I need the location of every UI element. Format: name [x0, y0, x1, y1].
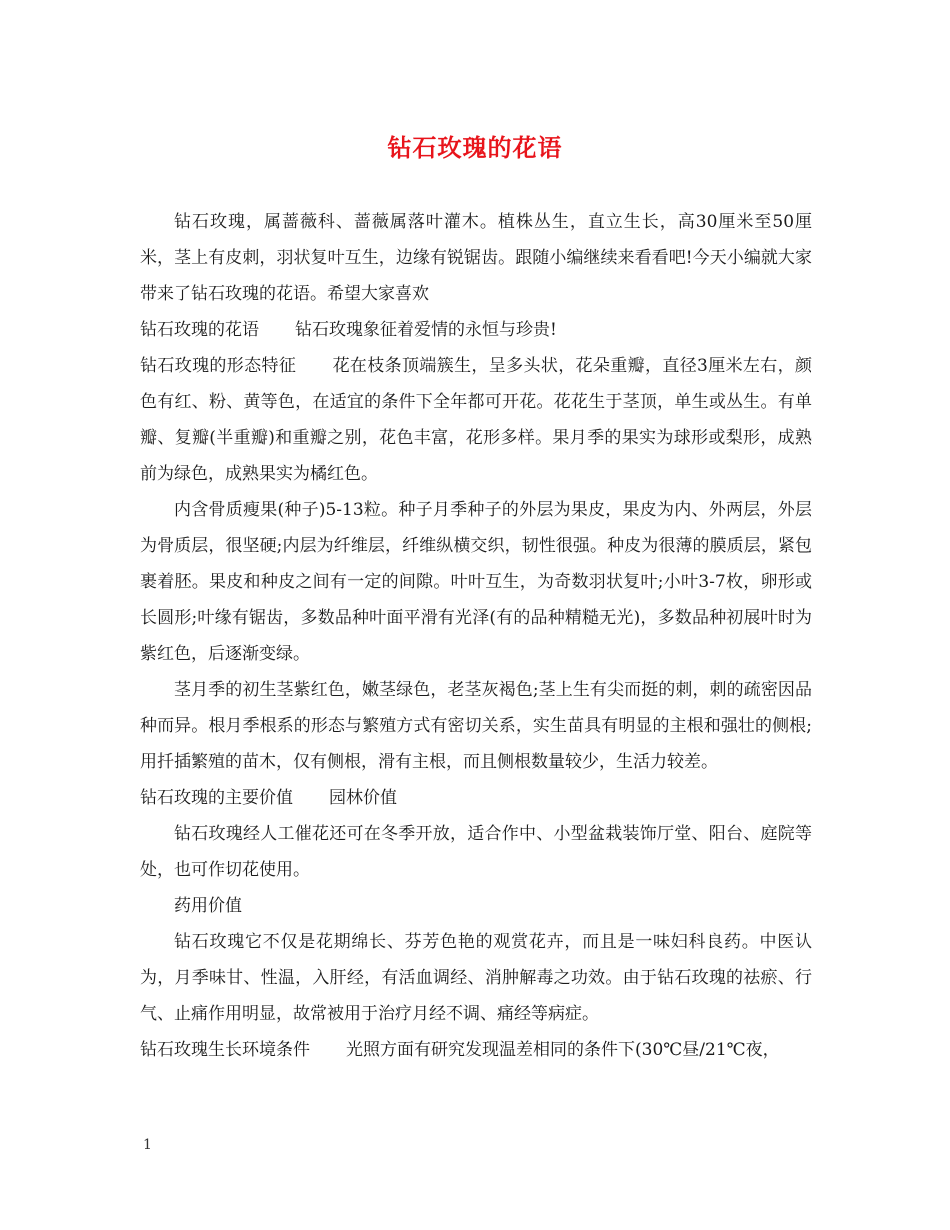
- morphology-paragraph: [140, 348, 812, 492]
- flower-language-text: 钻石玫瑰象征着爱情的永恒与珍贵!: [295, 320, 557, 340]
- morphology-text: 花在枝条顶端簇生，呈多头状，花朵重瓣，直径3厘米左右，颜色有红、粉、黄等色，在适宜的条件下全年都可开花。花花生于茎顶，单生或丛生。有单瓣、复瓣(半重瓣)和重瓣之别，花色丰富，花形多样。果月季的果实为球形或梨形，成熟前为绿色，成熟果实为橘红色。: [140, 356, 813, 484]
- medicine-paragraph: 钻石玫瑰它不仅是花期绵长、芬芳色艳的观赏花卉，而且是一味妇科良药。中医认为，月季味甘、性温，入肝经，有活血调经、消肿解毒之功效。由于钻石玫瑰的祛瘀、行气、止痛作用明显，故常被用于治疗月经不调、痛经等病症。: [140, 932, 812, 1024]
- garden-paragraph: 钻石玫瑰经人工催花还可在冬季开放，适合作中、小型盆栽装饰厅堂、阳台、庭院等处，也可作切花使用。: [140, 824, 812, 880]
- flower-language-line: [140, 312, 812, 348]
- section-heading-environment: 钻石玫瑰生长环境条件: [140, 1040, 310, 1060]
- stem-paragraph: 茎月季的初生茎紫红色，嫩茎绿色，老茎灰褐色;茎上生有尖而挺的刺，刺的疏密因品种而异。根月季根系的形态与繁殖方式有密切关系，实生苗具有明显的主根和强壮的侧根;用扦插繁殖的苗木，仅有侧根，滑有主根，而且侧根数量较少，生活力较差。: [140, 680, 812, 772]
- intro-paragraph: 钻石玫瑰，属蔷薇科、蔷薇属落叶灌木。植株丛生，直立生长，高30厘米至50厘米，茎上有皮刺，羽状复叶互生，边缘有锐锯齿。跟随小编继续来看看吧!今天小编就大家带来了钻石玫瑰的花语。希望大家喜欢: [140, 212, 812, 304]
- document-title: 钻石玫瑰的花语: [387, 133, 563, 162]
- section-heading-morphology: 钻石玫瑰的形态特征: [140, 356, 297, 376]
- subheading-medicinal-value: 药用价值: [174, 896, 242, 916]
- environment-text: 光照方面有研究发现温差相同的条件下(30℃昼/21℃夜，: [346, 1040, 780, 1060]
- section-heading-flower-language: 钻石玫瑰的花语: [140, 320, 259, 340]
- page-number: 1: [143, 1137, 152, 1153]
- environment-line: [140, 1032, 812, 1068]
- section-heading-value: 钻石玫瑰的主要价值: [140, 788, 293, 808]
- value-line: [140, 780, 812, 816]
- seed-paragraph: 内含骨质瘦果(种子)5-13粒。种子月季种子的外层为果皮，果皮为内、外两层，外层为骨质层，很坚硬;内层为纤维层，纤维纵横交织，韧性很强。种皮为很薄的膜质层，紧包裹着胚。果皮和种皮之间有一定的间隙。叶叶互生，为奇数羽状复叶;小叶3-7枚，卵形或长圆形;叶缘有锯齿，多数品种叶面平滑有光泽(有的品种精糙无光)，多数品种初展叶时为紫红色，后逐渐变绿。: [140, 500, 812, 664]
- document-body: [140, 204, 812, 1068]
- subheading-garden-value: 园林价值: [329, 788, 397, 808]
